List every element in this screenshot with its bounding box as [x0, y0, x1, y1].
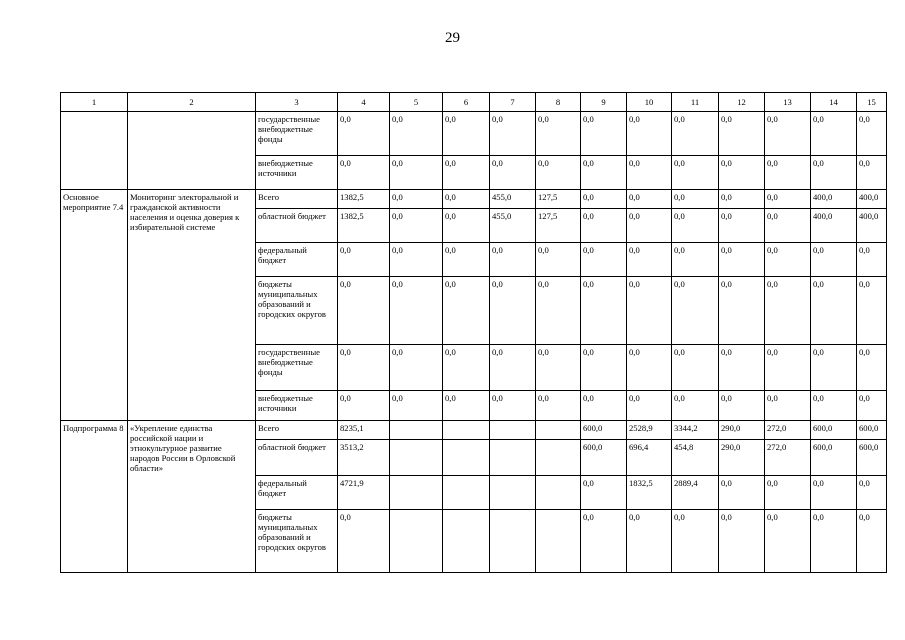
value-cell: 0,0 [719, 510, 765, 573]
value-cell: 600,0 [811, 440, 857, 476]
value-cell: 0,0 [857, 345, 887, 391]
column-header: 1 [61, 93, 128, 112]
column-header: 5 [390, 93, 443, 112]
table-row [61, 190, 887, 209]
value-cell: 2889,4 [672, 476, 719, 510]
value-cell: 0,0 [765, 112, 811, 156]
table-header-row [61, 93, 887, 112]
value-cell: 0,0 [765, 277, 811, 345]
value-cell: 4721,9 [338, 476, 390, 510]
value-cell: 0,0 [443, 112, 490, 156]
funding-source: бюджеты муниципальных образований и городских округов [256, 510, 338, 573]
value-cell: 272,0 [765, 440, 811, 476]
value-cell: 0,0 [390, 277, 443, 345]
value-cell: 600,0 [811, 421, 857, 440]
value-cell: 0,0 [581, 209, 627, 243]
value-cell: 2528,9 [627, 421, 672, 440]
value-cell: 0,0 [857, 476, 887, 510]
value-cell: 0,0 [857, 277, 887, 345]
value-cell: 0,0 [811, 510, 857, 573]
value-cell [536, 476, 581, 510]
value-cell: 0,0 [338, 277, 390, 345]
value-cell: 0,0 [719, 277, 765, 345]
value-cell: 0,0 [443, 345, 490, 391]
value-cell: 0,0 [581, 476, 627, 510]
value-cell: 0,0 [443, 243, 490, 277]
value-cell: 0,0 [536, 156, 581, 190]
value-cell [390, 510, 443, 573]
value-cell: 0,0 [627, 156, 672, 190]
value-cell: 1382,5 [338, 190, 390, 209]
value-cell: 0,0 [672, 510, 719, 573]
value-cell: 0,0 [338, 391, 390, 421]
value-cell: 0,0 [672, 243, 719, 277]
value-cell: 0,0 [627, 345, 672, 391]
value-cell: 0,0 [390, 190, 443, 209]
value-cell: 600,0 [857, 421, 887, 440]
value-cell: 0,0 [672, 391, 719, 421]
value-cell: 0,0 [672, 156, 719, 190]
value-cell: 0,0 [719, 156, 765, 190]
value-cell: 0,0 [765, 209, 811, 243]
value-cell: 0,0 [581, 156, 627, 190]
page-number: 29 [445, 30, 460, 46]
value-cell: 0,0 [765, 391, 811, 421]
value-cell: 0,0 [672, 345, 719, 391]
column-header: 4 [338, 93, 390, 112]
column-header: 15 [857, 93, 887, 112]
column-header: 8 [536, 93, 581, 112]
value-cell: 0,0 [765, 510, 811, 573]
program-name: Мониторинг электоральной и гражданской активности населения и оценка доверия к избирательной системе [128, 190, 256, 421]
value-cell: 0,0 [490, 112, 536, 156]
value-cell: 0,0 [811, 243, 857, 277]
value-cell: 0,0 [581, 510, 627, 573]
value-cell: 0,0 [627, 209, 672, 243]
value-cell: 0,0 [765, 243, 811, 277]
value-cell [536, 421, 581, 440]
value-cell: 0,0 [390, 391, 443, 421]
value-cell: 400,0 [811, 190, 857, 209]
value-cell: 0,0 [581, 391, 627, 421]
value-cell: 0,0 [536, 112, 581, 156]
funding-source: внебюджетные источники [256, 391, 338, 421]
value-cell: 0,0 [627, 243, 672, 277]
value-cell: 0,0 [672, 112, 719, 156]
value-cell: 0,0 [338, 345, 390, 391]
column-header: 11 [672, 93, 719, 112]
value-cell: 600,0 [581, 440, 627, 476]
value-cell: 0,0 [490, 277, 536, 345]
value-cell: 0,0 [443, 391, 490, 421]
value-cell: 454,8 [672, 440, 719, 476]
value-cell: 400,0 [857, 190, 887, 209]
funding-source: внебюджетные источники [256, 156, 338, 190]
value-cell: 0,0 [719, 476, 765, 510]
value-cell: 0,0 [627, 510, 672, 573]
value-cell: 600,0 [857, 440, 887, 476]
column-header: 9 [581, 93, 627, 112]
funding-source: Всего [256, 190, 338, 209]
value-cell: 0,0 [490, 243, 536, 277]
value-cell: 0,0 [581, 277, 627, 345]
value-cell: 0,0 [536, 391, 581, 421]
value-cell: 0,0 [719, 345, 765, 391]
value-cell: 127,5 [536, 190, 581, 209]
value-cell: 0,0 [811, 156, 857, 190]
value-cell: 400,0 [811, 209, 857, 243]
funding-source: государственные внебюджетные фонды [256, 112, 338, 156]
value-cell: 0,0 [390, 243, 443, 277]
program-name: «Укрепление единства российской нации и этнокультурное развитие народов России в Орловской области» [128, 421, 256, 573]
value-cell [390, 440, 443, 476]
value-cell: 0,0 [627, 391, 672, 421]
value-cell: 600,0 [581, 421, 627, 440]
value-cell: 0,0 [338, 156, 390, 190]
value-cell: 0,0 [443, 209, 490, 243]
program-code: Основное мероприятие 7.4 [61, 190, 128, 421]
table-row [61, 112, 887, 156]
funding-source: федеральный бюджет [256, 243, 338, 277]
column-header: 6 [443, 93, 490, 112]
funding-source: областной бюджет [256, 440, 338, 476]
funding-source: Всего [256, 421, 338, 440]
value-cell [443, 440, 490, 476]
value-cell: 0,0 [672, 277, 719, 345]
value-cell: 0,0 [581, 345, 627, 391]
column-header: 2 [128, 93, 256, 112]
program-code [61, 112, 128, 190]
value-cell: 0,0 [627, 112, 672, 156]
value-cell: 0,0 [443, 190, 490, 209]
value-cell: 0,0 [719, 190, 765, 209]
value-cell: 0,0 [536, 345, 581, 391]
column-header: 14 [811, 93, 857, 112]
funding-source: федеральный бюджет [256, 476, 338, 510]
value-cell [443, 421, 490, 440]
value-cell [390, 421, 443, 440]
value-cell: 0,0 [811, 476, 857, 510]
value-cell [443, 510, 490, 573]
value-cell: 0,0 [857, 510, 887, 573]
value-cell [390, 476, 443, 510]
funding-source: бюджеты муниципальных образований и городских округов [256, 277, 338, 345]
program-code: Подпрограмма 8 [61, 421, 128, 573]
value-cell: 0,0 [627, 190, 672, 209]
column-header: 13 [765, 93, 811, 112]
program-name [128, 112, 256, 190]
funding-source: областной бюджет [256, 209, 338, 243]
value-cell: 0,0 [857, 112, 887, 156]
value-cell: 272,0 [765, 421, 811, 440]
value-cell: 400,0 [857, 209, 887, 243]
column-header: 3 [256, 93, 338, 112]
value-cell: 0,0 [581, 243, 627, 277]
value-cell: 0,0 [490, 345, 536, 391]
value-cell: 0,0 [338, 112, 390, 156]
column-header: 12 [719, 93, 765, 112]
value-cell: 1382,5 [338, 209, 390, 243]
value-cell: 0,0 [338, 243, 390, 277]
value-cell: 0,0 [443, 156, 490, 190]
value-cell: 0,0 [581, 190, 627, 209]
value-cell: 0,0 [490, 391, 536, 421]
value-cell: 1832,5 [627, 476, 672, 510]
value-cell: 0,0 [811, 277, 857, 345]
budget-table [60, 92, 887, 573]
value-cell: 0,0 [857, 243, 887, 277]
value-cell: 0,0 [390, 156, 443, 190]
value-cell: 0,0 [719, 243, 765, 277]
value-cell: 0,0 [765, 345, 811, 391]
value-cell [536, 440, 581, 476]
value-cell: 0,0 [390, 345, 443, 391]
table-row [61, 421, 887, 440]
column-header: 10 [627, 93, 672, 112]
value-cell: 0,0 [490, 156, 536, 190]
value-cell: 290,0 [719, 421, 765, 440]
value-cell [443, 476, 490, 510]
value-cell: 696,4 [627, 440, 672, 476]
value-cell: 0,0 [811, 345, 857, 391]
value-cell: 0,0 [581, 112, 627, 156]
funding-source: государственные внебюджетные фонды [256, 345, 338, 391]
value-cell: 0,0 [338, 510, 390, 573]
value-cell: 0,0 [536, 243, 581, 277]
value-cell: 0,0 [857, 156, 887, 190]
column-header: 7 [490, 93, 536, 112]
value-cell: 0,0 [857, 391, 887, 421]
value-cell [490, 510, 536, 573]
value-cell: 0,0 [765, 156, 811, 190]
value-cell: 0,0 [390, 209, 443, 243]
value-cell: 0,0 [811, 391, 857, 421]
value-cell [490, 440, 536, 476]
value-cell [536, 510, 581, 573]
value-cell: 0,0 [443, 277, 490, 345]
value-cell: 0,0 [627, 277, 672, 345]
value-cell: 0,0 [672, 209, 719, 243]
value-cell: 0,0 [719, 112, 765, 156]
value-cell: 0,0 [811, 112, 857, 156]
value-cell: 8235,1 [338, 421, 390, 440]
value-cell: 3513,2 [338, 440, 390, 476]
table-body [61, 112, 887, 573]
value-cell: 0,0 [672, 190, 719, 209]
value-cell: 127,5 [536, 209, 581, 243]
value-cell: 0,0 [719, 391, 765, 421]
value-cell: 0,0 [390, 112, 443, 156]
value-cell: 0,0 [536, 277, 581, 345]
value-cell: 455,0 [490, 190, 536, 209]
value-cell: 290,0 [719, 440, 765, 476]
value-cell: 0,0 [765, 190, 811, 209]
value-cell: 455,0 [490, 209, 536, 243]
value-cell: 3344,2 [672, 421, 719, 440]
value-cell [490, 476, 536, 510]
value-cell: 0,0 [719, 209, 765, 243]
value-cell: 0,0 [765, 476, 811, 510]
value-cell [490, 421, 536, 440]
